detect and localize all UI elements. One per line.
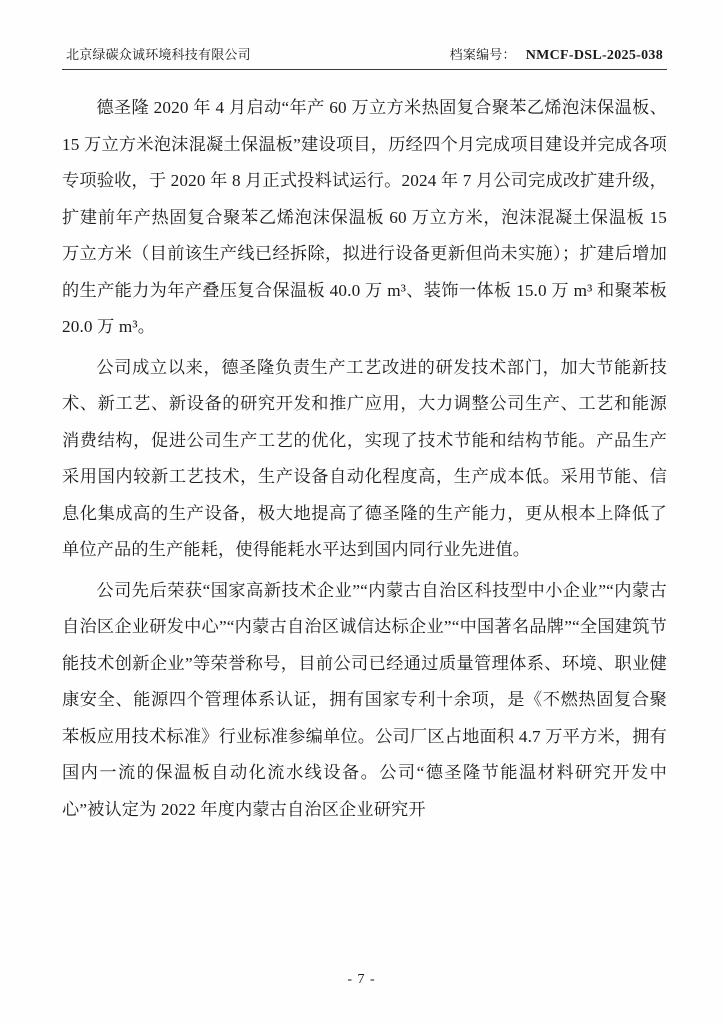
archive-label: 档案编号： bbox=[449, 47, 516, 62]
page-number: - 7 - bbox=[347, 972, 376, 987]
paragraph-3: 公司先后荣获“国家高新技术企业”“内蒙古自治区科技型中小企业”“内蒙古自治区企业研发中心”“内蒙古自治区诚信达标企业”“中国著名品牌”“全国建筑节能技术创新企业”等荣誉称号，目前公司已经通过质量管理体系、环境、职业健康安全、能源四个管理体系认证，拥有国家专利十余项，是《不燃热固复合聚苯板应用技术标准》行业标准参编单位。公司厂区占地面积 4.7 万平方米，拥有国内一流的保温板自动化流水线设备。公司“德圣隆节能温材料研究开发中心”被认定为 2022 年度内蒙古自治区企业研究开 bbox=[62, 580, 667, 819]
page-header bbox=[62, 44, 667, 70]
paragraph-1: 德圣隆 2020 年 4 月启动“年产 60 万立方米热固复合聚苯乙烯泡沫保温板、15 万立方米泡沫混凝土保温板”建设项目，历经四个月完成项目建设并完成各项专项验收，于 2020 年 8 月正式投料试运行。2024 年 7 月公司完成改扩建升级，扩建前年产热固复合聚苯乙烯泡沫保温板 60 万立方米，泡沫混凝土保温板 15 万立方米（目前该生产线已经拆除，拟进行设备更新但尚未实施）；扩建后增加的生产能力为年产叠压复合保温板 40.0 万 m³、装饰一体板 15.0 万 m³ 和聚苯板 20.0 万 m³。 bbox=[62, 98, 667, 336]
header-company-name: 北京绿碳众诚环境科技有限公司 bbox=[66, 47, 251, 62]
archive-code: NMCF-DSL-2025-038 bbox=[525, 48, 663, 63]
header-archive bbox=[450, 44, 663, 64]
paragraph-2: 公司成立以来，德圣隆负责生产工艺改进的研发技术部门，加大节能新技术、新工艺、新设备的研究开发和推广应用，大力调整公司生产、工艺和能源消费结构，促进公司生产工艺的优化，实现了技术节能和结构节能。产品生产采用国内较新工艺技术，生产设备自动化程度高，生产成本低。采用节能、信息化集成高的生产设备，极大地提高了德圣隆的生产能力，更从根本上降低了单位产品的生产能耗，使得能耗水平达到国内同行业先进值。 bbox=[62, 357, 667, 559]
document-body bbox=[62, 90, 667, 828]
